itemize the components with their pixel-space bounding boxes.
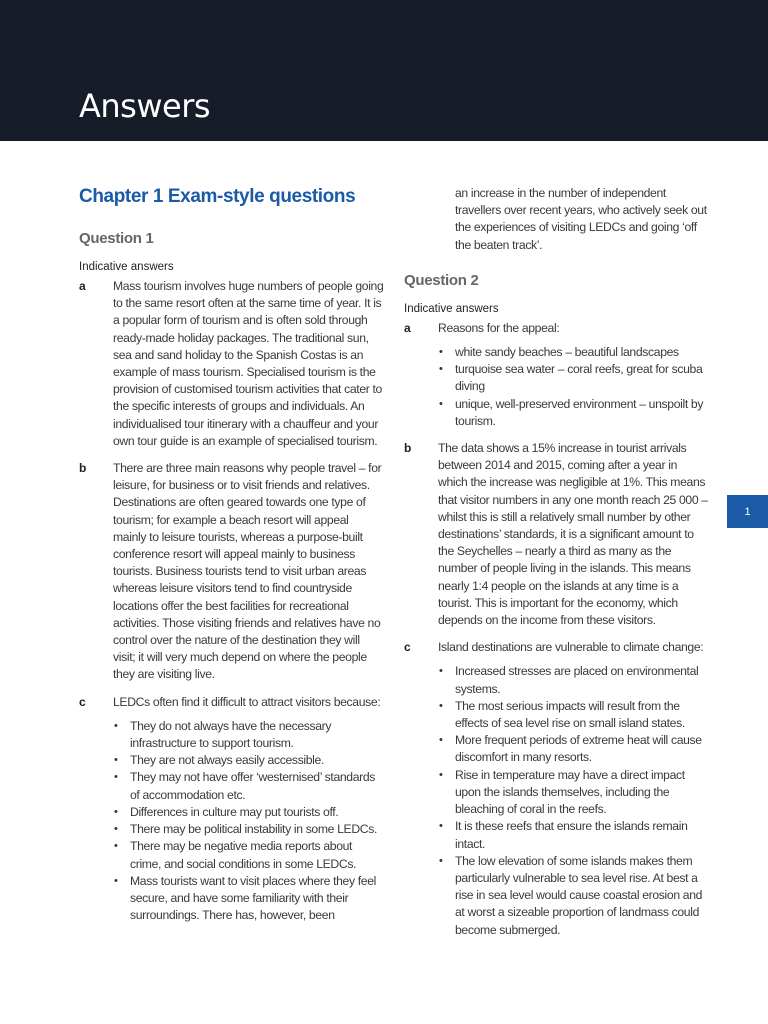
list-item: • Differences in culture may put tourists off. — [130, 804, 384, 821]
part-label: c — [404, 640, 411, 655]
list-item: • There may be negative media reports about crime, and social conditions in some LEDCs. — [114, 839, 357, 871]
list-item: • unique, well-preserved environment – unspoilt by tourism. — [439, 396, 704, 428]
q2-answer-a — [404, 320, 709, 430]
bullet-icon: • — [114, 874, 118, 887]
list-item: • More frequent periods of extreme heat will cause discomfort in many resorts. — [439, 733, 702, 765]
q1-answer-c-intro: LEDCs often find it difficult to attract visitors because: — [113, 694, 381, 709]
bullet-icon: • — [114, 754, 118, 767]
bullet-icon: • — [439, 346, 443, 359]
question-1-subheading: Indicative answers — [79, 261, 174, 273]
bullet-icon: • — [114, 719, 118, 732]
list-item: • turquoise sea water – coral reefs, great for scuba diving — [439, 362, 703, 394]
list-item: • They do not always have the necessary infrastructure to support tourism. — [114, 718, 332, 751]
q1-c-bullet-list — [113, 718, 384, 924]
question-2-subheading: Indicative answers — [404, 302, 499, 315]
bullet-icon: • — [439, 699, 443, 712]
bullet-icon: • — [439, 768, 443, 781]
left-column — [79, 184, 384, 934]
q2-answer-b — [404, 440, 709, 629]
part-label: b — [404, 441, 411, 456]
list-item: • The most serious impacts will result from the effects of sea level rise on small island states. — [439, 698, 685, 731]
right-column — [404, 185, 709, 949]
q1-answer-c — [79, 694, 384, 925]
question-1-title: Question 1 — [79, 230, 154, 247]
q1-answer-a-text: Mass tourism involves huge numbers of people going to the same resort often at the same time of year. It is a popular form of tourism and is often sold through ready-made holiday packages. The traditional sun, sea and sand holiday to the Spanish Costas is an example of mass tourism. Specialised tourism is the provision of customised tourism activities that cater to the specific interests of groups and individuals. An individualised tour itinerary with a chauffeur and your own tour guide is an example of specialised tourism. — [113, 279, 384, 448]
bullet-icon: • — [439, 363, 443, 376]
q1-answer-b — [79, 460, 384, 684]
page-header — [0, 0, 768, 141]
bullet-icon: • — [114, 840, 118, 853]
list-item: • Mass tourists want to visit places where they feel secure, and have some familiarity with their surroundings. There has, however, been — [114, 873, 376, 923]
list-item: • They are not always easily accessible. — [130, 752, 384, 769]
part-label: a — [404, 320, 411, 335]
part-label: b — [79, 461, 86, 476]
list-item: • The low elevation of some islands makes them particularly vulnerable to sea level rise. At best a rise in sea level would cause coastal erosion and at worst a sizeable proportion of landmass could become submerged. — [439, 853, 703, 937]
bullet-icon: • — [439, 665, 443, 678]
list-item: • white sandy beaches – beautiful landscapes — [455, 344, 709, 361]
q1-answer-a — [79, 278, 384, 450]
page-number-tab: 1 — [727, 495, 768, 528]
part-label: a — [79, 279, 86, 293]
list-item: • Rise in temperature may have a direct impact upon the islands themselves, including the bleaching of coral in the reefs. — [439, 767, 685, 817]
page-title: Answers — [79, 87, 211, 125]
q2-answer-c-intro: Island destinations are vulnerable to climate change: — [438, 640, 704, 655]
q1-c-continuation: an increase in the number of independent travellers over recent years, who actively seek out the experiences of visiting LEDCs and going ‘off the beaten track’. — [455, 186, 707, 252]
list-item: • Increased stresses are placed on environmental systems. — [439, 664, 699, 696]
chapter-title: Chapter 1 Exam-style questions — [79, 186, 356, 207]
bullet-icon: • — [439, 734, 443, 747]
bullet-icon: • — [114, 805, 118, 818]
q2-c-bullet-list — [438, 663, 709, 938]
list-item: • It is these reefs that ensure the islands remain intact. — [439, 819, 688, 851]
q2-answer-c — [404, 639, 709, 938]
part-label: c — [79, 694, 86, 709]
bullet-icon: • — [439, 820, 443, 833]
bullet-icon: • — [439, 397, 443, 410]
list-item: • There may be political instability in some LEDCs. — [130, 821, 384, 838]
bullet-icon: • — [114, 823, 118, 836]
bullet-icon: • — [439, 854, 443, 867]
bullet-icon: • — [114, 771, 118, 784]
question-2-title: Question 2 — [404, 271, 479, 289]
q2-a-bullet-list — [438, 344, 709, 430]
list-item: • They may not have offer ‘westernised’ standards of accommodation etc. — [114, 770, 376, 802]
q1-answer-b-text: There are three main reasons why people travel – for leisure, for business or to visit friends and relatives. Destinations are often geared towards one type of tourism; for example a beach resort will appeal mainly to leisure tourists, whereas a purpose-built conference resort will appeal mainly to business tourists. Business tourists tend to visit urban areas whereas leisure visitors tend to find countryside locations offer the best facilities for recreational activities. Those visiting friends and relatives have no control over the nature of the destination they will visit; it will very much depend on where the people they are visiting live. — [113, 461, 382, 682]
q2-answer-a-intro: Reasons for the appeal: — [438, 320, 560, 335]
q2-answer-b-text: The data shows a 15% increase in tourist arrivals between 2014 and 2015, coming after a year in which the increase was negligible at 1%. This means that visitor numbers in any one month reach 25 000 – whilst this is still a relatively small number by other destinations’ standards, it is a significant amount to the Seychelles – nearly a third as many as the number of people living in the islands. This means nearly 1:4 people on the islands at any time is a tourist. This is important for the economy, which depends on the income from these visitors. — [438, 441, 708, 628]
